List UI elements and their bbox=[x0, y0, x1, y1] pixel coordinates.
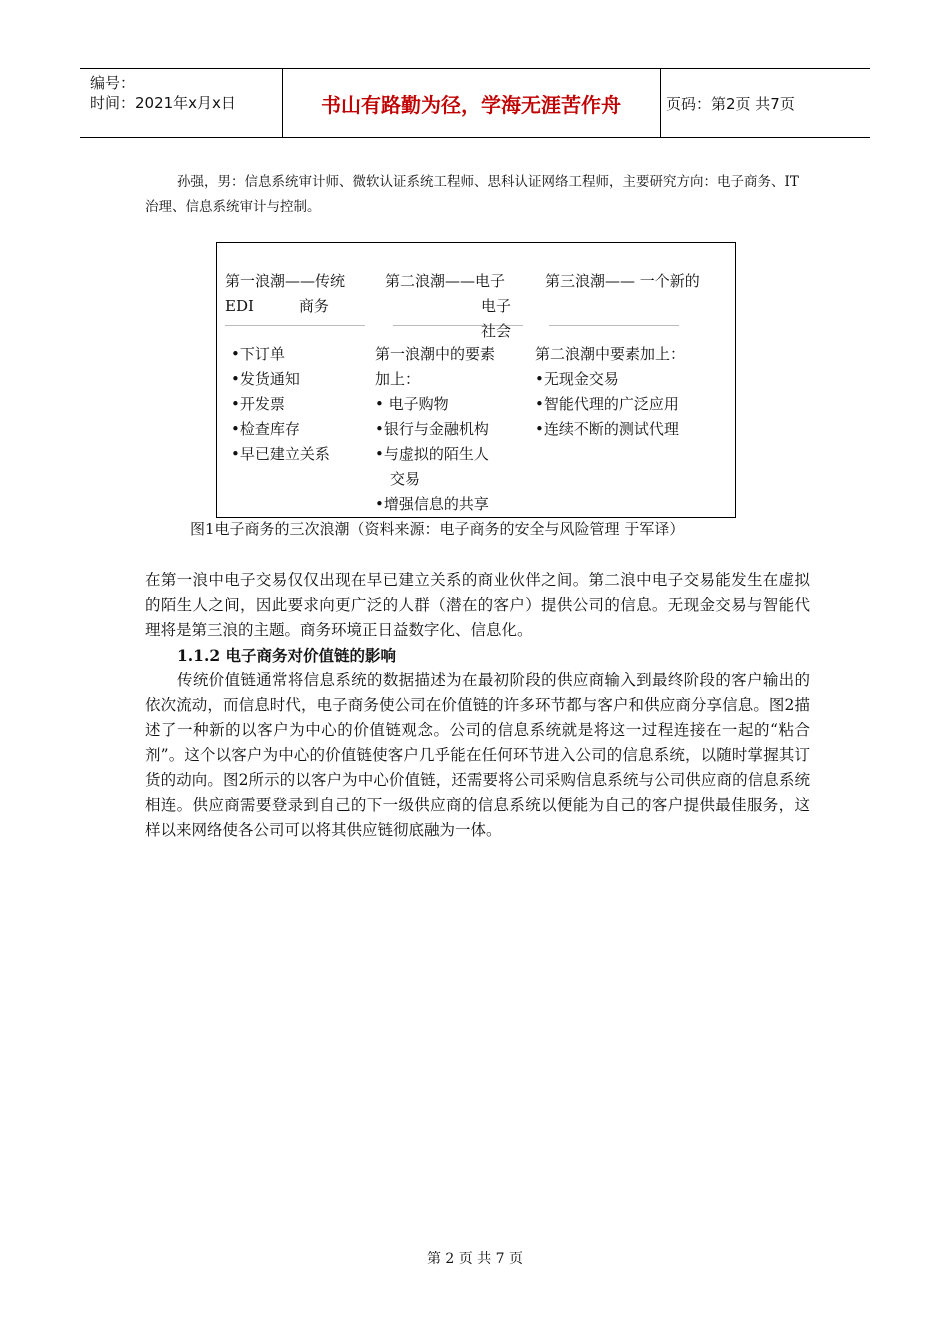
number-label: 编号： bbox=[90, 74, 136, 92]
header-meta bbox=[90, 73, 236, 113]
figure-column-1 bbox=[225, 269, 365, 467]
list-item: 第一浪潮中的要素 bbox=[375, 345, 496, 363]
column-items bbox=[375, 342, 525, 517]
list-item: •开发票 bbox=[231, 395, 285, 413]
figure-box bbox=[216, 242, 736, 518]
author-note: 孙强，男：信息系统审计师、微软认证系统工程师、思科认证网络工程师，主要研究方向：电子商务、IT治理、信息系统审计与控制。 bbox=[145, 174, 799, 215]
list-item: 交易 bbox=[375, 470, 421, 488]
list-item: 第二浪潮中要素加上： bbox=[535, 345, 686, 363]
list-item: •发货通知 bbox=[231, 370, 300, 388]
body-text bbox=[145, 568, 810, 843]
figure-caption: 图1电子商务的三次浪潮（资料来源：电子商务的安全与风险管理 于军译） bbox=[190, 520, 685, 538]
page-header bbox=[80, 68, 870, 138]
list-item: •下订单 bbox=[231, 345, 285, 363]
list-item: •与虚拟的陌生人 bbox=[375, 445, 489, 463]
column-items bbox=[225, 342, 365, 467]
column-rule bbox=[225, 325, 365, 326]
column-title: 第三浪潮—— 一个新的 bbox=[545, 272, 700, 290]
list-item: • 电子购物 bbox=[375, 395, 449, 413]
column-title: 第二浪潮——电子 电子社会 bbox=[385, 272, 512, 340]
list-item: •检查库存 bbox=[231, 420, 300, 438]
page-footer: 第 2 页 共 7 页 bbox=[426, 1251, 524, 1267]
header-page-label: 页码：第2页 共7页 bbox=[666, 95, 795, 113]
list-item: •早已建立关系 bbox=[231, 445, 330, 463]
paragraph: 传统价值链通常将信息系统的数据描述为在最初阶段的供应商输入到最终阶段的客户输出的依次流动，而信息时代，电子商务使公司在价值链的许多环节都与客户和供应商分享信息。图2描述了一种新的以客户为中心的价值链观念。公司的信息系统就是将这一过程连接在一起的“粘合剂”。这个以客户为中心的价值链使客户几乎能在任何环节进入公司的信息系统，以随时掌握其订货的动向。图2所示的以客户为中心价值链，还需要将公司采购信息系统与公司供应商的信息系统相连。供应商需要登录到自己的下一级供应商的信息系统以便能为自己的客户提供最佳服务，这样以来网络使各公司可以将其供应链彻底融为一体。 bbox=[145, 671, 810, 839]
list-item: •增强信息的共享 bbox=[375, 495, 489, 513]
list-item: 加上： bbox=[375, 370, 421, 388]
time-label: 时间：2021年x月x日 bbox=[90, 94, 236, 112]
header-divider bbox=[660, 69, 661, 137]
section-heading: 1.1.2 电子商务对价值链的影响 bbox=[177, 646, 397, 665]
list-item: •连续不断的测试代理 bbox=[535, 420, 679, 438]
column-title: 第一浪潮——传统 EDI 商务 bbox=[225, 272, 346, 315]
header-motto: 书山有路勤为径，学海无涯苦作舟 bbox=[321, 92, 621, 117]
list-item: •无现金交易 bbox=[535, 370, 619, 388]
column-rule bbox=[549, 325, 679, 326]
figure-column-3 bbox=[535, 269, 731, 442]
column-items bbox=[535, 342, 731, 442]
list-item: •智能代理的广泛应用 bbox=[535, 395, 679, 413]
list-item: •银行与金融机构 bbox=[375, 420, 489, 438]
paragraph: 在第一浪中电子交易仅仅出现在早已建立关系的商业伙伴之间。第二浪中电子交易能发生在虚拟的陌生人之间，因此要求向更广泛的人群（潜在的客户）提供公司的信息。无现金交易与智能代理将是第三浪的主题。商务环境正日益数字化、信息化。 bbox=[145, 571, 810, 639]
figure-column-2 bbox=[375, 269, 525, 517]
